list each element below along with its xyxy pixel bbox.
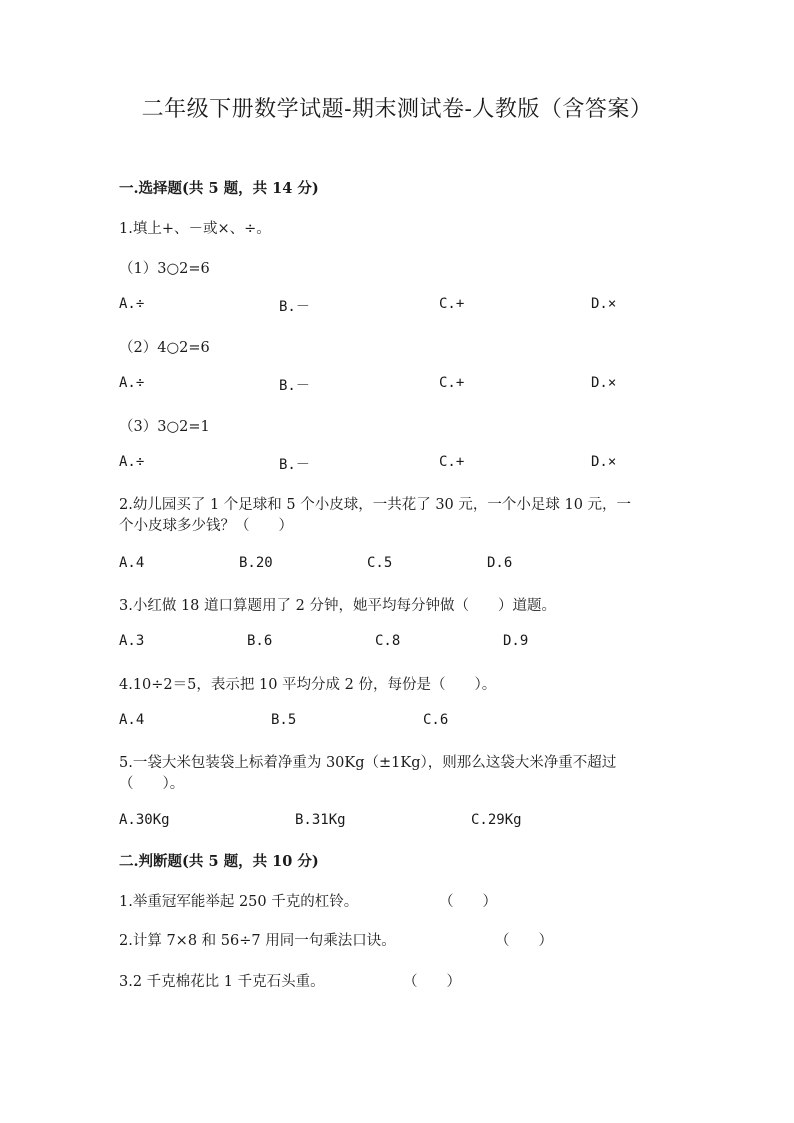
option-a: A.÷ — [119, 375, 145, 391]
option-d: D.× — [591, 375, 617, 391]
judgement-3-stem: 3.2 千克棉花比 1 千克石头重。 — [119, 974, 325, 990]
option-d: D.9 — [503, 633, 529, 649]
option-d: D.× — [591, 296, 617, 312]
option-a: A.30Kg — [119, 812, 170, 828]
question-3-stem: 3.小红做 18 道口算题用了 2 分钟，她平均每分钟做（ ）道题。 — [119, 598, 556, 614]
question-5-line-2: （ ）。 — [119, 776, 185, 792]
page-title: 二年级下册数学试题-期末测试卷-人教版（含答案） — [141, 97, 653, 122]
option-a: A.÷ — [119, 454, 145, 470]
option-c: C.6 — [423, 712, 449, 728]
question-2-line-1: 2.幼儿园买了 1 个足球和 5 个小皮球，一共花了 30 元，一个小足球 10 元，一 — [119, 497, 632, 513]
option-b: B.6 — [247, 633, 273, 649]
section-heading-choice: 一.选择题(共 5 题，共 14 分) — [119, 180, 319, 197]
answer-blank: （ ） — [403, 974, 461, 990]
option-c: C.8 — [375, 633, 401, 649]
option-c: C.5 — [367, 555, 393, 571]
option-c: C.+ — [439, 375, 465, 391]
question-5-line-1: 5.一袋大米包装袋上标着净重为 30Kg（±1Kg），则那么这袋大米净重不超过 — [119, 755, 617, 771]
question-4-stem: 4.10÷2＝5，表示把 10 平均分成 2 份，每份是（ ）。 — [119, 677, 497, 693]
option-b: B.－ — [279, 378, 310, 394]
answer-blank: （ ） — [439, 894, 497, 910]
option-a: A.4 — [119, 555, 145, 571]
option-c: C.+ — [439, 296, 465, 312]
judgement-2-stem: 2.计算 7×8 和 56÷7 用同一句乘法口诀。 — [119, 933, 396, 949]
option-a: A.3 — [119, 633, 145, 649]
option-b: B.－ — [279, 457, 310, 473]
question-1-sub-2: （2）4○2=6 — [119, 340, 210, 356]
option-c: C.29Kg — [471, 812, 522, 828]
option-d: D.× — [591, 454, 617, 470]
question-1-sub-1: （1）3○2=6 — [119, 261, 210, 277]
option-a: A.÷ — [119, 296, 145, 312]
question-2-line-2: 个小皮球多少钱？（ ） — [119, 518, 293, 534]
option-b: B.20 — [239, 555, 273, 571]
option-d: D.6 — [487, 555, 513, 571]
option-b: B.－ — [279, 299, 310, 315]
judgement-1-stem: 1.举重冠军能举起 250 千克的杠铃。 — [119, 894, 359, 910]
option-c: C.+ — [439, 454, 465, 470]
question-1-sub-3: （3）3○2=1 — [119, 419, 210, 435]
question-1-stem: 1.填上+、－或×、÷。 — [119, 221, 271, 237]
answer-blank: （ ） — [495, 933, 553, 949]
section-heading-judgement: 二.判断题(共 5 题，共 10 分) — [119, 853, 319, 870]
option-b: B.31Kg — [295, 812, 346, 828]
option-a: A.4 — [119, 712, 145, 728]
option-b: B.5 — [271, 712, 297, 728]
